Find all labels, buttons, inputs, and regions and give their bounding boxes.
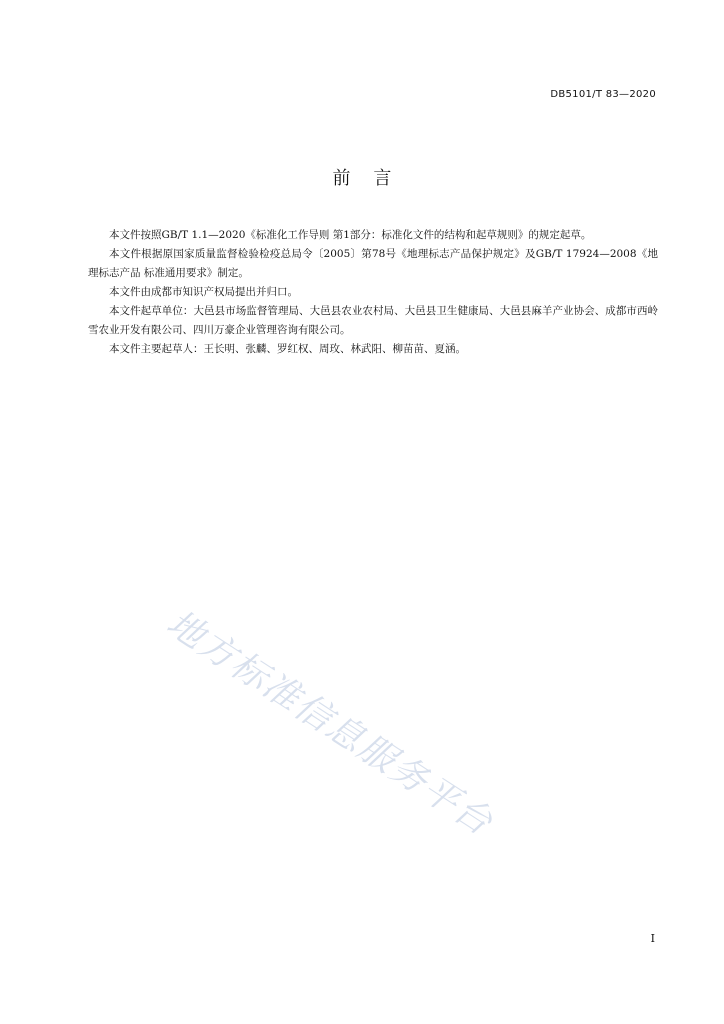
paragraph-proposer: 本文件由成都市知识产权局提出并归口。 [109, 286, 298, 298]
paragraph-basis: 本文件根据原国家质量监督检验检疫总局令〔2005〕第78号《地理标志产品保护规定》及GB/T 17924—2008《地理标志产品 标准通用要求》制定。 [88, 248, 658, 279]
preface-body [88, 226, 658, 359]
paragraph-drafting-units: 本文件起草单位：大邑县市场监督管理局、大邑县农业农村局、大邑县卫生健康局、大邑县麻羊产业协会、成都市西岭雪农业开发有限公司、四川万豪企业管理咨询有限公司。 [88, 305, 658, 336]
watermark: 地方标准信息服务平台 [159, 602, 501, 845]
document-code: DB5101/T 83—2020 [550, 89, 656, 100]
page-title: 前 言 [332, 168, 392, 189]
paragraph-drafters: 本文件主要起草人：王长明、张麟、罗红权、周玫、林武阳、柳苗苗、夏涵。 [109, 343, 466, 355]
paragraph-drafting-rules: 本文件按照GB/T 1.1—2020《标准化工作导则 第1部分：标准化文件的结构和起草规则》的规定起草。 [109, 229, 592, 241]
page-number: I [650, 932, 655, 945]
